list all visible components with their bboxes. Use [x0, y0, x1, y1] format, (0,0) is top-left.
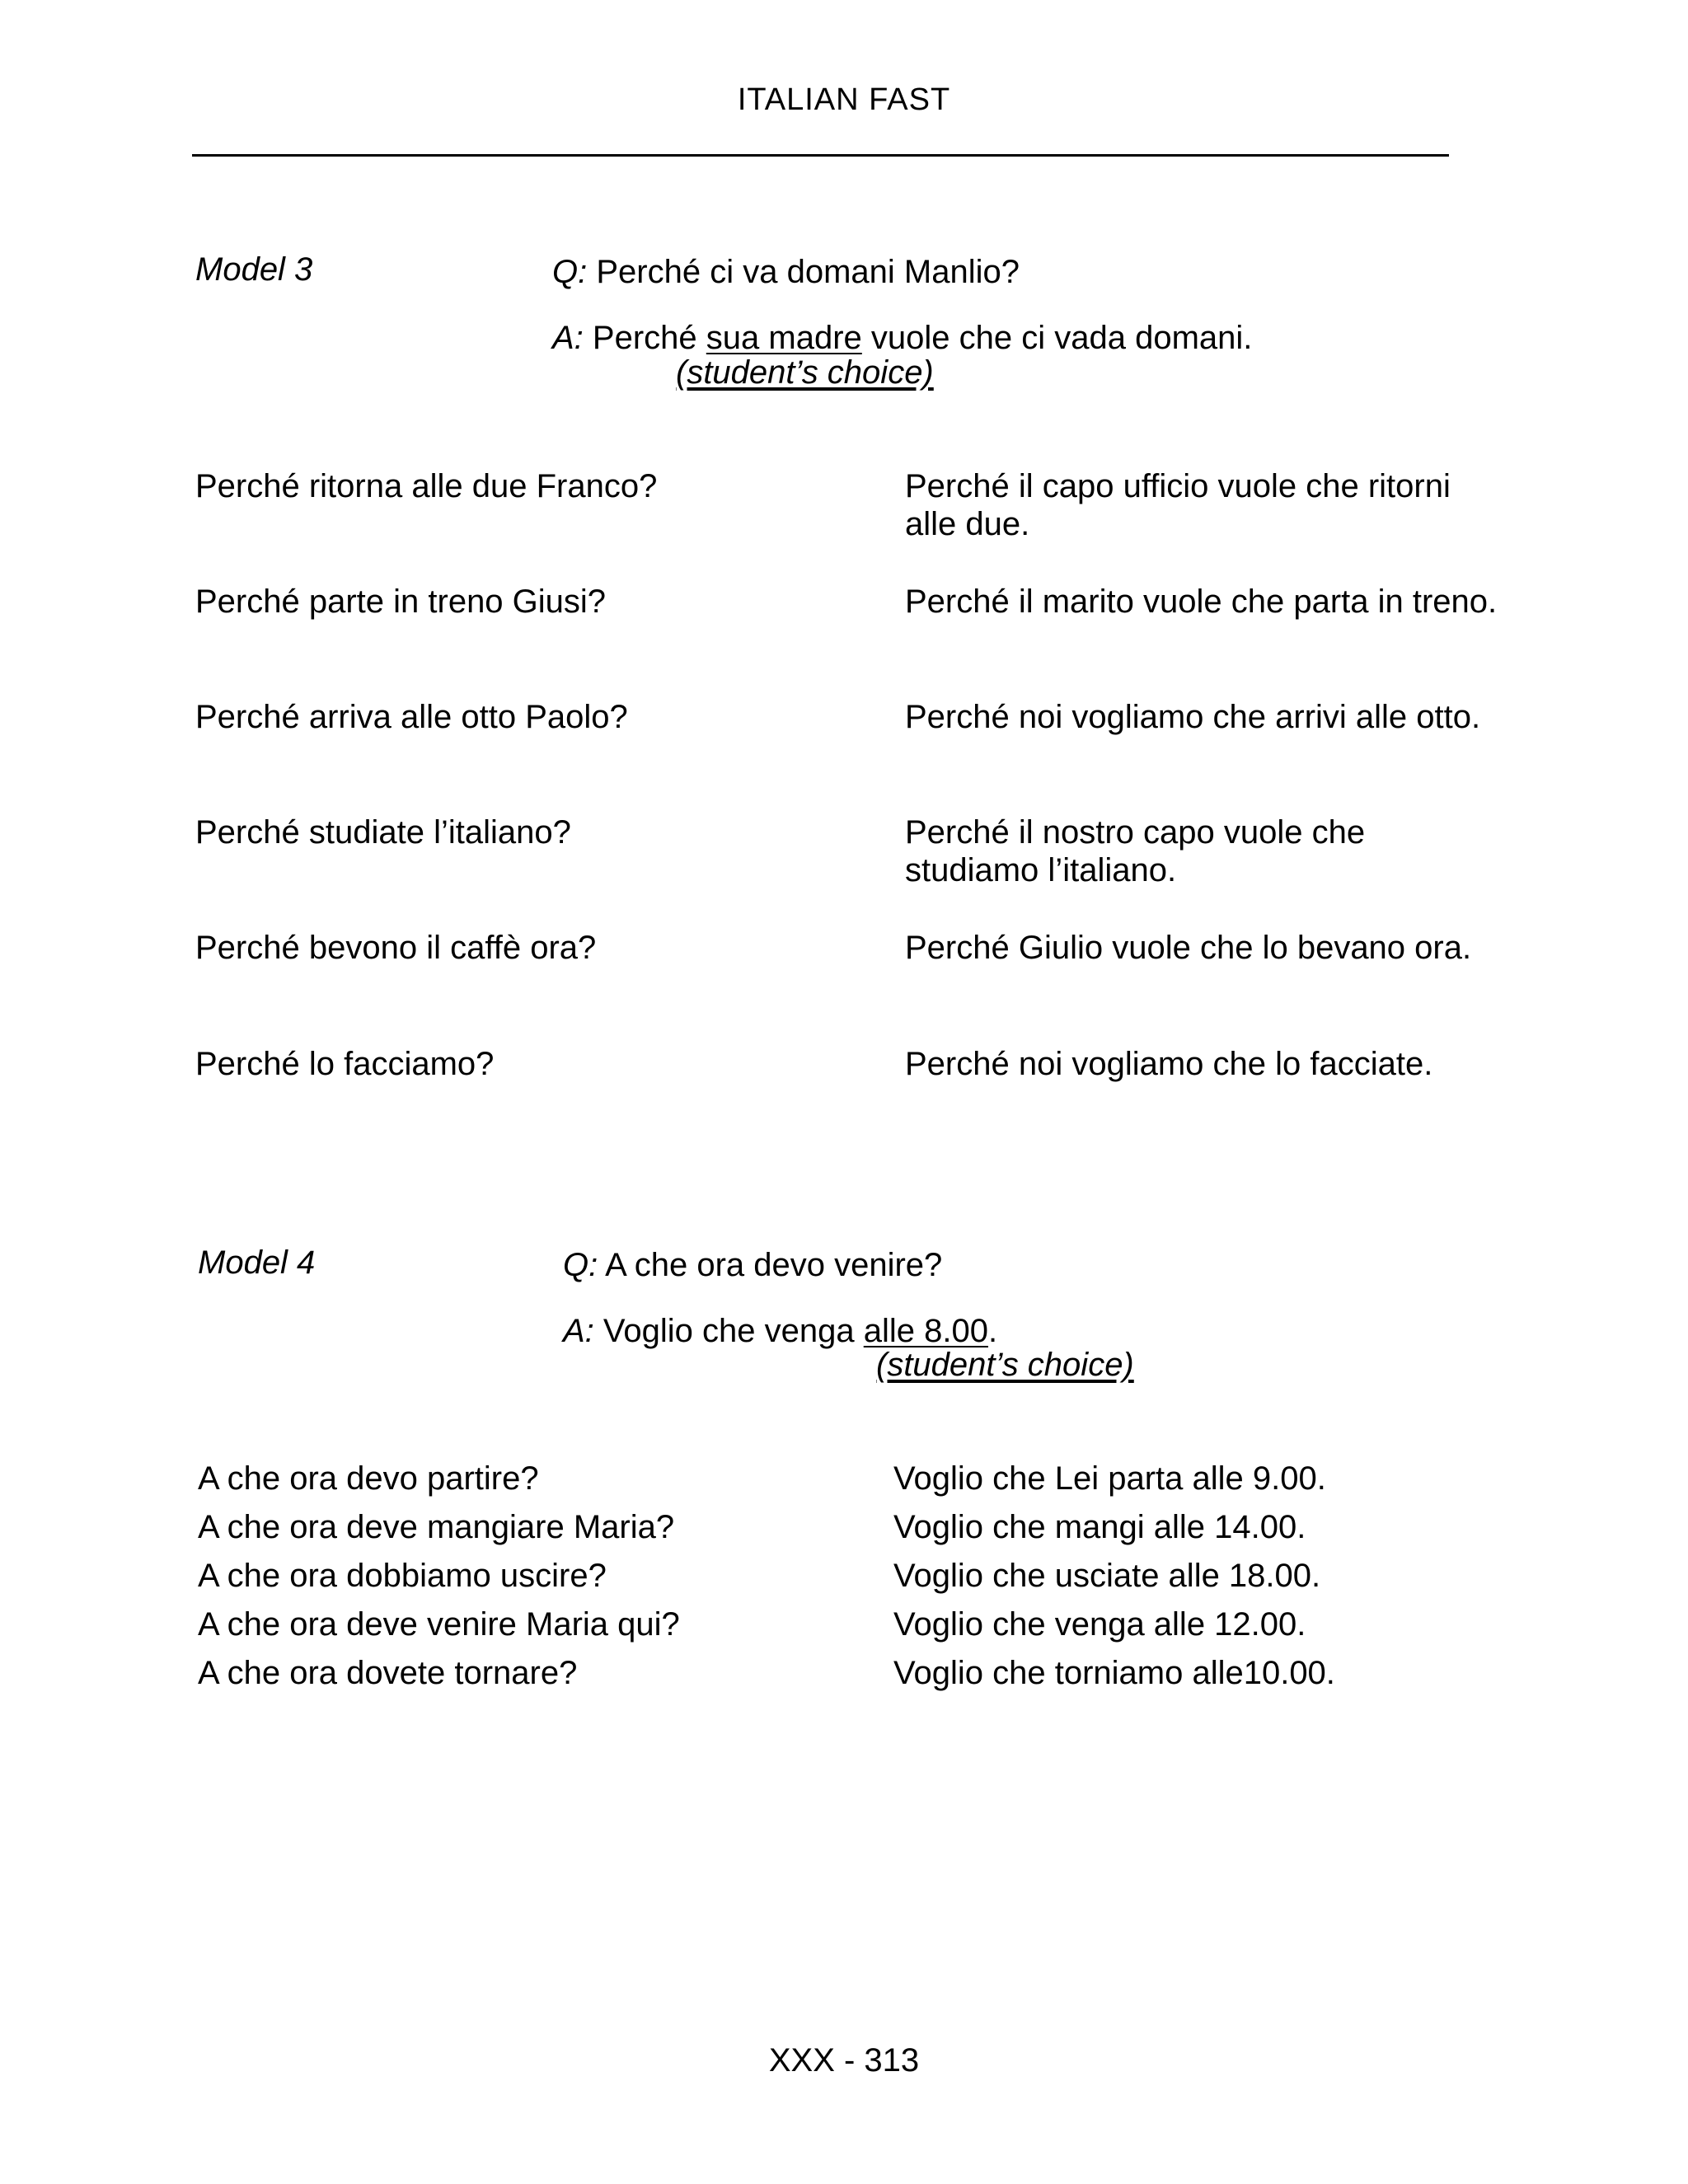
header-rule	[192, 154, 1449, 157]
a-marker: A:	[552, 320, 584, 356]
model-4-question-text: A che ora devo venire?	[605, 1247, 943, 1283]
model-3-drill-answer: Perché noi vogliamo che lo facciate.	[905, 1046, 1433, 1082]
model-3-drill-answer: Perché il marito vuole che parta in treno.	[905, 583, 1498, 620]
model-4-answer-after: .	[987, 1313, 998, 1349]
model-4-answer-before: Voglio che venga	[603, 1313, 855, 1349]
a-marker: A:	[563, 1313, 594, 1349]
model-4-answer-list	[893, 1455, 1335, 1698]
list-item: A che ora deve mangiare Maria?	[198, 1509, 675, 1545]
model-3-drill-question: Perché arriva alle otto Paolo?	[195, 699, 628, 735]
model-3-drill-answer: Perché il capo ufficio vuole che ritorni alle due.	[905, 468, 1451, 542]
model-3-drill-question: Perché parte in treno Giusi?	[195, 583, 607, 620]
model-4-students-choice	[876, 1347, 1134, 1384]
list-item: Voglio che mangi alle 14.00.	[893, 1509, 1306, 1545]
model-4-answer	[563, 1313, 997, 1350]
model-4-answer-underlined: alle 8.00	[863, 1313, 988, 1349]
model-3-answer-after: vuole che ci vada domani.	[870, 320, 1253, 356]
model-3-answer-before: Perché	[592, 320, 697, 356]
list-item: A che ora deve venire Maria qui?	[198, 1606, 680, 1643]
model-3-label: Model 3	[195, 251, 313, 288]
model-3-drill-answer: Perché noi vogliamo che arrivi alle otto.	[905, 699, 1481, 735]
list-item: A che ora devo partire?	[198, 1460, 539, 1497]
list-item: Voglio che venga alle 12.00.	[893, 1606, 1306, 1643]
model-3-drill-question: Perché ritorna alle due Franco?	[195, 468, 658, 504]
model-3-question-text: Perché ci va domani Manlio?	[596, 254, 1020, 290]
model-3-answer-underlined: sua madre	[706, 320, 862, 356]
list-item: A che ora dobbiamo uscire?	[198, 1558, 607, 1594]
model-3-question	[552, 254, 1020, 291]
list-item: Voglio che torniamo alle10.00.	[893, 1655, 1335, 1691]
model-3-drill-answer: Perché il nostro capo vuole che studiamo l’italiano.	[905, 814, 1366, 888]
list-item: Voglio che Lei parta alle 9.00.	[893, 1460, 1326, 1497]
list-item: Voglio che usciate alle 18.00.	[893, 1558, 1321, 1594]
students-choice-text: (student’s choice)	[676, 354, 934, 391]
students-choice-text: (student’s choice)	[876, 1347, 1134, 1383]
q-marker: Q:	[552, 254, 588, 290]
model-3-drill-question: Perché lo facciamo?	[195, 1046, 495, 1082]
model-3-drill-question: Perché bevono il caffè ora?	[195, 930, 597, 966]
model-3-drill-answer: Perché Giulio vuole che lo bevano ora.	[905, 930, 1472, 966]
list-item: A che ora dovete tornare?	[198, 1655, 578, 1691]
model-4-label: Model 4	[198, 1244, 316, 1281]
model-4-question-list	[198, 1455, 680, 1698]
running-header: ITALIAN FAST	[737, 82, 951, 117]
model-3-students-choice	[676, 354, 934, 391]
model-3-drill-question: Perché studiate l’italiano?	[195, 814, 571, 851]
model-4-question	[563, 1247, 942, 1284]
model-3-answer	[552, 320, 1252, 357]
q-marker: Q:	[563, 1247, 598, 1283]
page-number: XXX - 313	[768, 2042, 920, 2079]
